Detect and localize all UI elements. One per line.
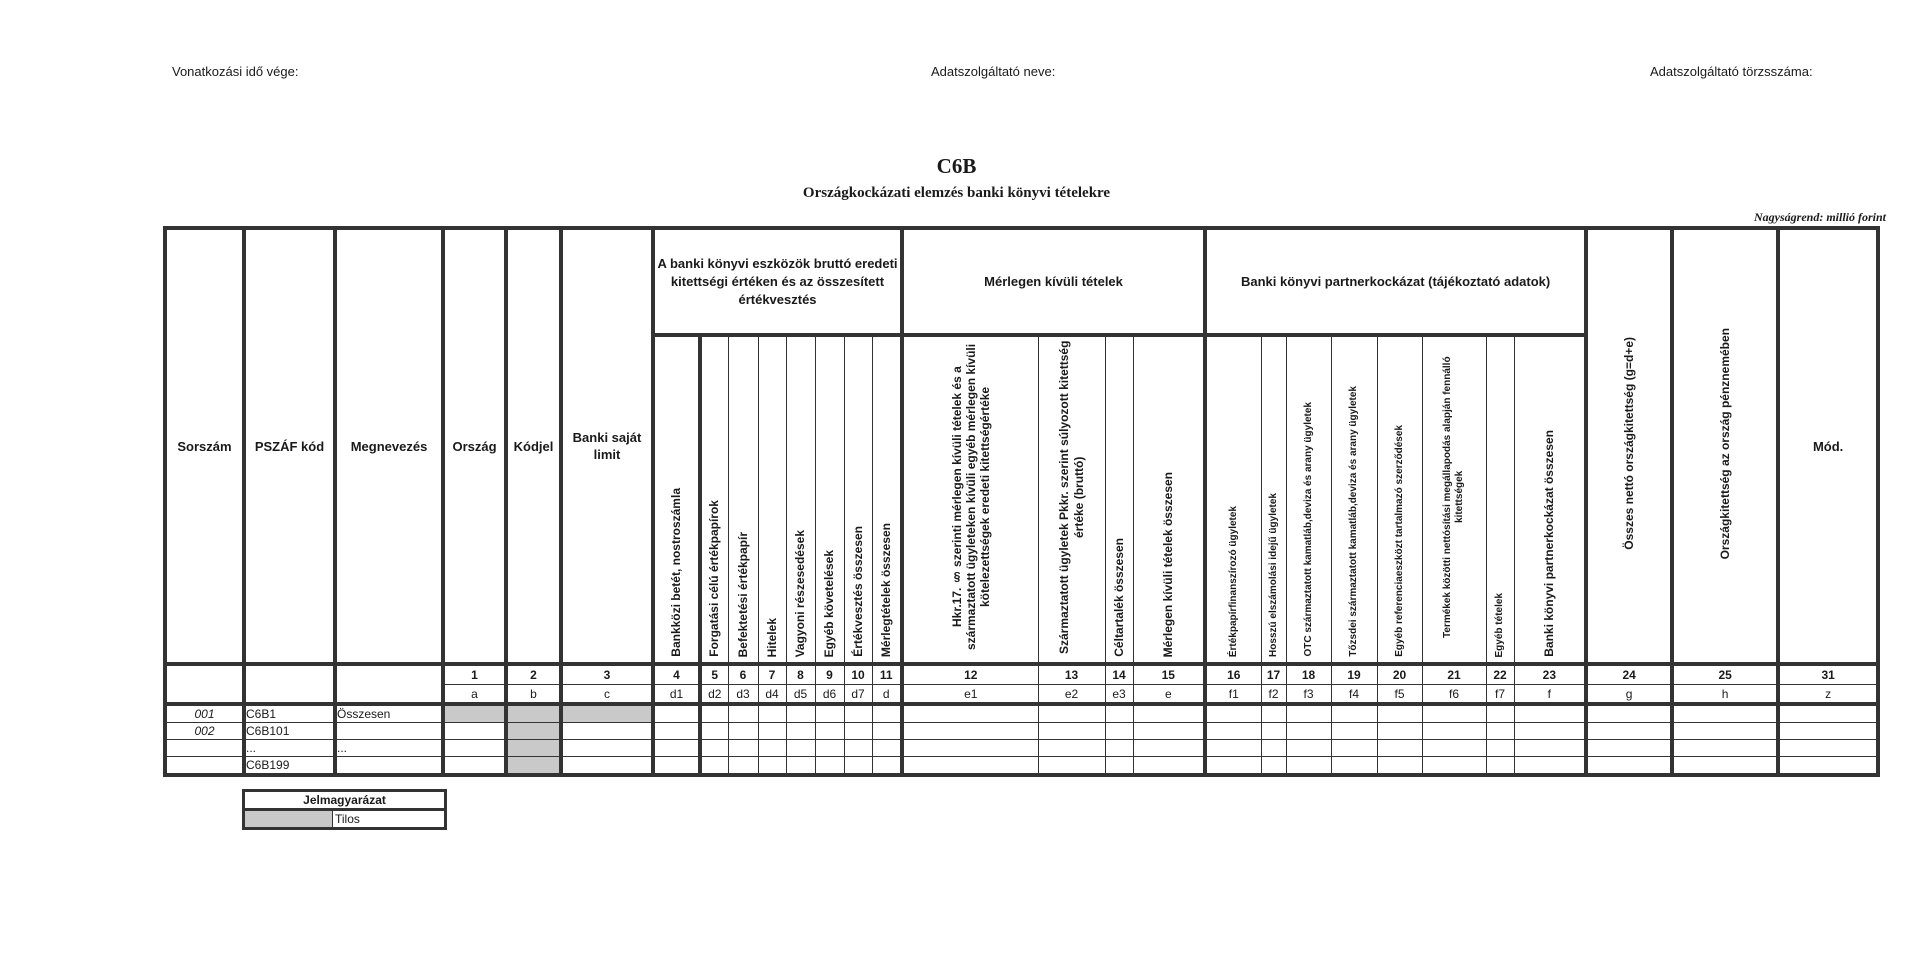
input-cell[interactable] bbox=[1133, 704, 1205, 723]
input-cell[interactable] bbox=[1105, 704, 1133, 723]
input-cell[interactable] bbox=[1261, 704, 1286, 723]
input-cell[interactable] bbox=[443, 757, 506, 776]
row-sorszam: 001 bbox=[165, 704, 244, 723]
col-d1 bbox=[653, 335, 700, 664]
col-number: 12 bbox=[902, 664, 1038, 685]
col-letter: d2 bbox=[700, 685, 728, 705]
input-cell[interactable] bbox=[653, 740, 700, 757]
provider-name-label: Adatszolgáltató neve: bbox=[931, 64, 1056, 79]
col-letter: f3 bbox=[1286, 685, 1331, 705]
col-f6 bbox=[1422, 335, 1486, 664]
row-megnevezes: ... bbox=[335, 740, 443, 757]
col-f bbox=[1514, 335, 1586, 664]
col-letter: a bbox=[443, 685, 506, 705]
col-letter: d3 bbox=[728, 685, 758, 705]
input-cell[interactable] bbox=[653, 757, 700, 776]
input-cell[interactable] bbox=[728, 704, 758, 723]
col-d3-label: Befektetési értékpapír bbox=[735, 531, 750, 657]
col-number: 9 bbox=[815, 664, 844, 685]
header-spacer bbox=[165, 664, 244, 704]
col-orszag: Ország bbox=[443, 228, 506, 664]
prohibited-cell bbox=[561, 704, 653, 723]
col-letter: d7 bbox=[844, 685, 872, 705]
header-spacer bbox=[244, 664, 335, 704]
col-letter: e2 bbox=[1038, 685, 1105, 705]
input-cell[interactable] bbox=[1261, 740, 1286, 757]
col-letter: z bbox=[1778, 685, 1878, 705]
col-e2-label: Származtatott ügyletek Pkkr. szerint súlyozott kitettség értéke (bruttó) bbox=[1056, 340, 1086, 654]
input-cell[interactable] bbox=[1586, 723, 1672, 740]
input-cell[interactable] bbox=[815, 740, 844, 757]
col-number: 15 bbox=[1133, 664, 1205, 685]
input-cell[interactable] bbox=[700, 740, 728, 757]
table-row bbox=[165, 704, 1878, 723]
col-number: 23 bbox=[1514, 664, 1586, 685]
column-number-row bbox=[165, 664, 1878, 685]
col-g bbox=[1586, 228, 1672, 664]
input-cell[interactable] bbox=[1778, 723, 1878, 740]
col-number: 24 bbox=[1586, 664, 1672, 685]
legend bbox=[242, 789, 447, 830]
col-h bbox=[1672, 228, 1778, 664]
col-number: 14 bbox=[1105, 664, 1133, 685]
legend-title: Jelmagyarázat bbox=[244, 791, 446, 810]
input-cell[interactable] bbox=[786, 740, 815, 757]
input-cell[interactable] bbox=[1422, 757, 1486, 776]
col-number: 19 bbox=[1331, 664, 1377, 685]
col-f5 bbox=[1377, 335, 1422, 664]
input-cell[interactable] bbox=[1205, 740, 1261, 757]
input-cell[interactable] bbox=[1514, 704, 1586, 723]
col-number: 5 bbox=[700, 664, 728, 685]
col-pszaf-kod: PSZÁF kód bbox=[244, 228, 335, 664]
input-cell[interactable] bbox=[443, 723, 506, 740]
col-letter: f5 bbox=[1377, 685, 1422, 705]
col-number: 22 bbox=[1486, 664, 1514, 685]
col-e2 bbox=[1038, 335, 1105, 664]
col-megnevezes: Megnevezés bbox=[335, 228, 443, 664]
col-letter: e bbox=[1133, 685, 1205, 705]
col-letter: d5 bbox=[786, 685, 815, 705]
input-cell[interactable] bbox=[700, 723, 728, 740]
input-cell[interactable] bbox=[815, 757, 844, 776]
input-cell[interactable] bbox=[1778, 740, 1878, 757]
input-cell[interactable] bbox=[1486, 723, 1514, 740]
input-cell[interactable] bbox=[872, 723, 902, 740]
input-cell[interactable] bbox=[1105, 723, 1133, 740]
prohibited-cell bbox=[506, 757, 561, 776]
input-cell[interactable] bbox=[1672, 704, 1778, 723]
col-letter: e1 bbox=[902, 685, 1038, 705]
col-letter: c bbox=[561, 685, 653, 705]
report-title: Országkockázati elemzés banki könyvi tételekre bbox=[802, 185, 1111, 201]
col-letter: d4 bbox=[758, 685, 786, 705]
col-letter: f1 bbox=[1205, 685, 1261, 705]
col-letter: b bbox=[506, 685, 561, 705]
col-number: 4 bbox=[653, 664, 700, 685]
input-cell[interactable] bbox=[1672, 723, 1778, 740]
col-f4-label: Tőzsdei származtatott kamatláb,deviza és arany ügyletek bbox=[1348, 386, 1360, 657]
col-banki-sajat-limit: Banki saját limit bbox=[561, 228, 653, 664]
input-cell[interactable] bbox=[758, 757, 786, 776]
col-f6-label: Termékek közötti nettósítási megállapodás alapján fennálló kitettségek bbox=[1442, 356, 1466, 638]
input-cell[interactable] bbox=[561, 757, 653, 776]
col-letter: f bbox=[1514, 685, 1586, 705]
col-f1 bbox=[1205, 335, 1261, 664]
col-sorszam: Sorszám bbox=[165, 228, 244, 664]
col-f2-label: Hosszú elszámolási idejű ügyletek bbox=[1267, 493, 1279, 657]
col-letter: d6 bbox=[815, 685, 844, 705]
col-kodjel: Kódjel bbox=[506, 228, 561, 664]
input-cell[interactable] bbox=[1331, 740, 1377, 757]
input-cell[interactable] bbox=[1038, 757, 1105, 776]
input-cell[interactable] bbox=[1422, 740, 1486, 757]
col-d3 bbox=[728, 335, 758, 664]
input-cell[interactable] bbox=[700, 704, 728, 723]
input-cell[interactable] bbox=[1133, 757, 1205, 776]
group-off-balance-items: Mérlegen kívüli tételek bbox=[902, 228, 1205, 335]
row-sorszam bbox=[165, 757, 244, 776]
col-number: 31 bbox=[1778, 664, 1878, 685]
legend-label: Tilos bbox=[333, 810, 446, 829]
input-cell[interactable] bbox=[1778, 757, 1878, 776]
input-cell[interactable] bbox=[1261, 723, 1286, 740]
group-counterparty-risk: Banki könyvi partnerkockázat (tájékoztató adatok) bbox=[1205, 228, 1586, 335]
input-cell[interactable] bbox=[1286, 704, 1331, 723]
col-number: 25 bbox=[1672, 664, 1778, 685]
col-number: 20 bbox=[1377, 664, 1422, 685]
col-letter: g bbox=[1586, 685, 1672, 705]
col-g-label: Összes nettó országkitettség (g=d+e) bbox=[1621, 337, 1636, 550]
col-number: 6 bbox=[728, 664, 758, 685]
col-d-label: Mérlegtételek összesen bbox=[878, 522, 893, 657]
report-table bbox=[163, 226, 1880, 777]
input-cell[interactable] bbox=[1422, 704, 1486, 723]
col-d5-label: Vagyoni részesedések bbox=[793, 529, 807, 657]
col-d7-label: Értékvesztés összesen bbox=[850, 526, 865, 657]
row-sorszam: 002 bbox=[165, 723, 244, 740]
input-cell[interactable] bbox=[1105, 757, 1133, 776]
col-f7 bbox=[1486, 335, 1514, 664]
col-mod: Mód. bbox=[1778, 228, 1878, 664]
input-cell[interactable] bbox=[902, 757, 1038, 776]
input-cell[interactable] bbox=[1286, 723, 1331, 740]
col-f4 bbox=[1331, 335, 1377, 664]
input-cell[interactable] bbox=[1286, 757, 1331, 776]
col-d bbox=[872, 335, 902, 664]
input-cell[interactable] bbox=[1331, 704, 1377, 723]
input-cell[interactable] bbox=[786, 723, 815, 740]
col-e3 bbox=[1105, 335, 1133, 664]
col-number: 2 bbox=[506, 664, 561, 685]
input-cell[interactable] bbox=[758, 723, 786, 740]
input-cell[interactable] bbox=[1377, 740, 1422, 757]
col-f3-label: OTC származtatott kamatláb,deviza és arany ügyletek bbox=[1302, 402, 1314, 657]
input-cell[interactable] bbox=[561, 723, 653, 740]
input-cell[interactable] bbox=[1105, 740, 1133, 757]
col-letter: f2 bbox=[1261, 685, 1286, 705]
col-number: 13 bbox=[1038, 664, 1105, 685]
input-cell[interactable] bbox=[1331, 723, 1377, 740]
col-d2 bbox=[700, 335, 728, 664]
input-cell[interactable] bbox=[1486, 704, 1514, 723]
input-cell[interactable] bbox=[1038, 704, 1105, 723]
input-cell[interactable] bbox=[1205, 757, 1261, 776]
row-pszaf-kod: C6B101 bbox=[244, 723, 335, 740]
input-cell[interactable] bbox=[1586, 740, 1672, 757]
col-f7-label: Egyéb tételek bbox=[1494, 592, 1506, 657]
period-end-label: Vonatkozási idő vége: bbox=[172, 64, 299, 79]
unit-note: Nagyságrend: millió forint bbox=[1753, 210, 1886, 224]
input-cell[interactable] bbox=[902, 723, 1038, 740]
col-number: 17 bbox=[1261, 664, 1286, 685]
input-cell[interactable] bbox=[815, 723, 844, 740]
input-cell[interactable] bbox=[1514, 723, 1586, 740]
input-cell[interactable] bbox=[902, 704, 1038, 723]
input-cell[interactable] bbox=[1377, 757, 1422, 776]
prohibited-cell bbox=[443, 704, 506, 723]
input-cell[interactable] bbox=[653, 723, 700, 740]
header-spacer bbox=[335, 664, 443, 704]
col-e bbox=[1133, 335, 1205, 664]
input-cell[interactable] bbox=[844, 757, 872, 776]
input-cell[interactable] bbox=[872, 704, 902, 723]
input-cell[interactable] bbox=[1205, 723, 1261, 740]
col-d5 bbox=[786, 335, 815, 664]
col-letter: h bbox=[1672, 685, 1778, 705]
col-f2 bbox=[1261, 335, 1286, 664]
col-d6 bbox=[815, 335, 844, 664]
col-d6-label: Egyéb követelések bbox=[822, 549, 836, 657]
input-cell[interactable] bbox=[728, 740, 758, 757]
input-cell[interactable] bbox=[1586, 757, 1672, 776]
input-cell[interactable] bbox=[1133, 740, 1205, 757]
input-cell[interactable] bbox=[872, 757, 902, 776]
col-letter: d bbox=[872, 685, 902, 705]
col-letter: e3 bbox=[1105, 685, 1133, 705]
row-pszaf-kod: C6B199 bbox=[244, 757, 335, 776]
input-cell[interactable] bbox=[758, 704, 786, 723]
input-cell[interactable] bbox=[1586, 704, 1672, 723]
input-cell[interactable] bbox=[1205, 704, 1261, 723]
input-cell[interactable] bbox=[786, 757, 815, 776]
input-cell[interactable] bbox=[1377, 704, 1422, 723]
col-e1 bbox=[902, 335, 1038, 664]
col-letter: f7 bbox=[1486, 685, 1514, 705]
group-balance-sheet-assets: A banki könyvi eszközök bruttó eredeti kitettségi értéken és az összesített értékvesztés bbox=[653, 228, 902, 335]
col-letter: d1 bbox=[653, 685, 700, 705]
input-cell[interactable] bbox=[728, 757, 758, 776]
input-cell[interactable] bbox=[844, 704, 872, 723]
col-f-label: Banki könyvi partnerkockázat összesen bbox=[1541, 430, 1556, 657]
col-number: 16 bbox=[1205, 664, 1261, 685]
row-megnevezes: Összesen bbox=[335, 704, 443, 723]
row-sorszam bbox=[165, 740, 244, 757]
row-pszaf-kod: ... bbox=[244, 740, 335, 757]
col-number: 7 bbox=[758, 664, 786, 685]
col-number: 10 bbox=[844, 664, 872, 685]
table-row bbox=[165, 740, 1878, 757]
col-number: 21 bbox=[1422, 664, 1486, 685]
table-row bbox=[165, 723, 1878, 740]
input-cell[interactable] bbox=[1377, 723, 1422, 740]
input-cell[interactable] bbox=[1422, 723, 1486, 740]
col-letter: f4 bbox=[1331, 685, 1377, 705]
input-cell[interactable] bbox=[844, 740, 872, 757]
col-d4 bbox=[758, 335, 786, 664]
col-e1-label: Hkr.17. § szerinti mérlegen kívüli tételek és a származtatott ügyleteken kívüli egyéb mérlegen kívüli kötelezettségek eredeti kitettségértéke bbox=[949, 343, 992, 651]
col-e-label: Mérlegen kívüli tételek összesen bbox=[1160, 471, 1175, 657]
col-d1-label: Bankközi betét, nostroszámla bbox=[669, 488, 683, 657]
col-h-label: Országkitettség az ország pénznemében bbox=[1717, 327, 1732, 560]
col-number: 8 bbox=[786, 664, 815, 685]
input-cell[interactable] bbox=[1038, 740, 1105, 757]
input-cell[interactable] bbox=[1778, 704, 1878, 723]
prohibited-cell bbox=[506, 740, 561, 757]
col-number: 18 bbox=[1286, 664, 1331, 685]
row-pszaf-kod: C6B1 bbox=[244, 704, 335, 723]
input-cell[interactable] bbox=[1486, 757, 1514, 776]
input-cell[interactable] bbox=[844, 723, 872, 740]
col-f1-label: Értékpapírfinanszírozó ügyletek bbox=[1227, 505, 1239, 657]
row-megnevezes bbox=[335, 723, 443, 740]
input-cell[interactable] bbox=[1672, 740, 1778, 757]
input-cell[interactable] bbox=[786, 704, 815, 723]
prohibited-cell bbox=[506, 723, 561, 740]
col-d2-label: Forgatási célú értékpapírok bbox=[707, 500, 722, 657]
provider-id-label: Adatszolgáltató törzsszáma: bbox=[1650, 64, 1813, 79]
table-row bbox=[165, 757, 1878, 776]
input-cell[interactable] bbox=[1331, 757, 1377, 776]
input-cell[interactable] bbox=[1038, 723, 1105, 740]
input-cell[interactable] bbox=[815, 704, 844, 723]
col-number: 3 bbox=[561, 664, 653, 685]
input-cell[interactable] bbox=[1514, 740, 1586, 757]
col-d4-label: Hitelek bbox=[764, 617, 779, 657]
input-cell[interactable] bbox=[1672, 757, 1778, 776]
input-cell[interactable] bbox=[902, 740, 1038, 757]
col-number: 11 bbox=[872, 664, 902, 685]
col-number: 1 bbox=[443, 664, 506, 685]
col-f3 bbox=[1286, 335, 1331, 664]
input-cell[interactable] bbox=[1514, 757, 1586, 776]
input-cell[interactable] bbox=[653, 704, 700, 723]
report-code: C6B bbox=[936, 154, 977, 178]
input-cell[interactable] bbox=[1286, 740, 1331, 757]
input-cell[interactable] bbox=[1133, 723, 1205, 740]
input-cell[interactable] bbox=[443, 740, 506, 757]
input-cell[interactable] bbox=[758, 740, 786, 757]
input-cell[interactable] bbox=[1261, 757, 1286, 776]
input-cell[interactable] bbox=[728, 723, 758, 740]
col-letter: f6 bbox=[1422, 685, 1486, 705]
input-cell[interactable] bbox=[561, 740, 653, 757]
input-cell[interactable] bbox=[700, 757, 728, 776]
col-d7 bbox=[844, 335, 872, 664]
prohibited-cell bbox=[506, 704, 561, 723]
legend-swatch bbox=[244, 810, 333, 829]
input-cell[interactable] bbox=[1486, 740, 1514, 757]
row-megnevezes bbox=[335, 757, 443, 776]
col-e3-label: Céltartalék összesen bbox=[1111, 538, 1126, 657]
col-f5-label: Egyéb referenciaeszközt tartalmazó szerződések bbox=[1393, 425, 1405, 657]
input-cell[interactable] bbox=[872, 740, 902, 757]
